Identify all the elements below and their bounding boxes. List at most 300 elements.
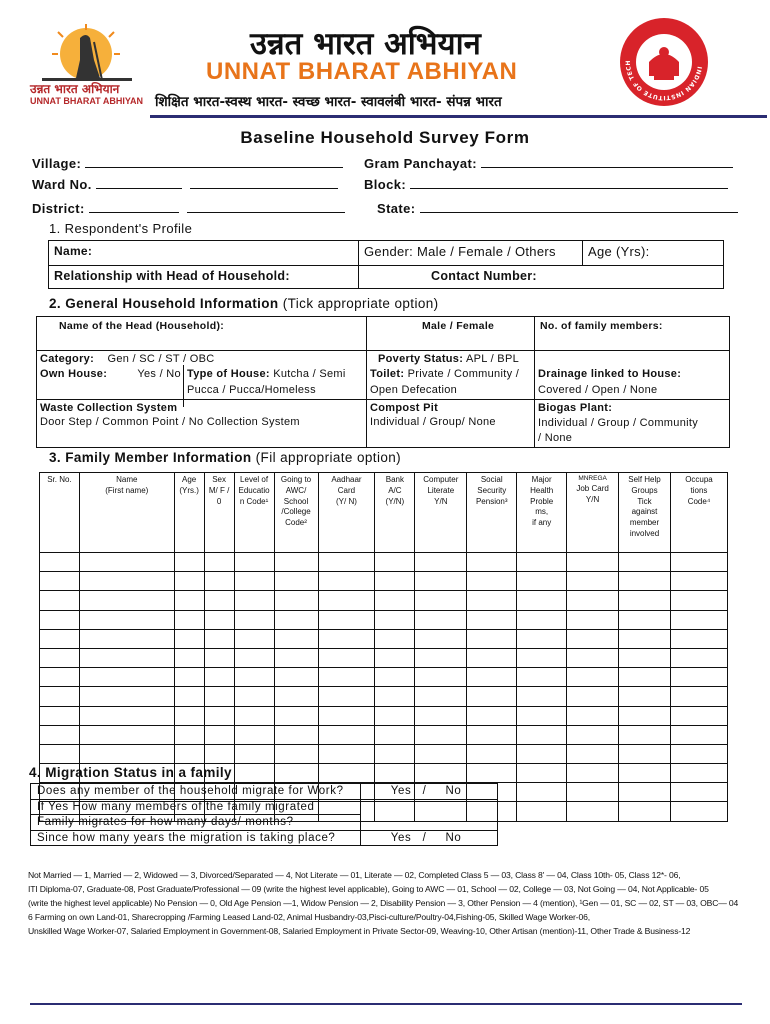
family-col-header-line: Going to <box>280 475 312 484</box>
table-cell[interactable] <box>174 706 204 725</box>
logo-english-text: UNNAT BHARAT ABHIYAN <box>30 96 143 106</box>
table-cell[interactable] <box>318 744 375 763</box>
table-cell[interactable] <box>415 572 467 591</box>
relationship-label: Relationship with Head of Household: <box>54 269 290 283</box>
family-col-header-line: Card <box>337 485 356 495</box>
table-cell[interactable] <box>234 706 274 725</box>
table-cell[interactable] <box>567 629 619 648</box>
table-cell[interactable] <box>174 725 204 744</box>
table-cell[interactable] <box>567 668 619 687</box>
table-cell[interactable] <box>619 706 671 725</box>
table-cell[interactable] <box>467 668 517 687</box>
migration-q2: If Yes How many members of the family migrated <box>31 799 361 815</box>
table-row <box>40 725 728 744</box>
table-cell[interactable] <box>40 591 80 610</box>
table-cell[interactable] <box>670 591 727 610</box>
ward-no-label: Ward No. <box>32 177 92 192</box>
table-cell[interactable] <box>318 764 375 783</box>
table-cell[interactable] <box>467 744 517 763</box>
table-cell[interactable] <box>274 764 318 783</box>
table-cell[interactable] <box>375 553 415 572</box>
table-cell[interactable] <box>517 648 567 667</box>
table-cell[interactable] <box>274 648 318 667</box>
table-cell[interactable] <box>517 610 567 629</box>
contact-cell[interactable] <box>359 266 724 289</box>
table-cell[interactable] <box>274 744 318 763</box>
table-row <box>40 744 728 763</box>
family-col-header-line: (Y/N) <box>385 496 405 506</box>
family-col-header-line: tions <box>690 485 708 495</box>
table-cell[interactable] <box>567 591 619 610</box>
relationship-cell[interactable] <box>49 266 359 289</box>
table-cell[interactable] <box>619 591 671 610</box>
table-cell[interactable] <box>40 725 80 744</box>
footnote-line: Not Married — 1, Married — 2, Widowed — 3, Divorced/Separated — 4, Not Literate — 01, Literate — 02, Completed Class 5 — 03, Class 8' — 04, Class 10th- 05, Class 12*- 06, <box>28 870 681 880</box>
table-cell[interactable] <box>415 687 467 706</box>
family-col-header-line: Sr. No. <box>47 475 72 484</box>
family-col-header-line: (Yrs.) <box>179 485 199 495</box>
table-cell[interactable] <box>517 668 567 687</box>
table-cell[interactable] <box>40 610 80 629</box>
gram-panchayat-field[interactable] <box>364 156 733 171</box>
table-cell[interactable] <box>467 764 517 783</box>
table-row <box>40 553 728 572</box>
table-cell[interactable] <box>567 725 619 744</box>
table-cell[interactable] <box>40 687 80 706</box>
family-col-header-line: A/C <box>388 485 402 495</box>
table-cell[interactable] <box>318 629 375 648</box>
table-cell[interactable] <box>234 553 274 572</box>
table-cell[interactable] <box>318 591 375 610</box>
family-col-header-line: Computer <box>423 475 459 484</box>
family-col-header-line: Y/N <box>434 496 448 506</box>
table-cell[interactable] <box>234 687 274 706</box>
table-cell[interactable] <box>274 706 318 725</box>
family-col-header <box>174 473 204 553</box>
family-col-header-line: Y/N <box>585 494 600 504</box>
migration-q1-options[interactable]: Yes / No <box>360 784 497 800</box>
table-cell[interactable] <box>467 610 517 629</box>
family-col-header-line: (Y/ N) <box>336 496 357 506</box>
gender-label: Gender: Male / Female / Others <box>364 244 556 259</box>
table-cell[interactable] <box>79 553 174 572</box>
family-col-header-line: /College <box>281 507 311 517</box>
table-cell[interactable] <box>619 802 671 821</box>
table-cell[interactable] <box>375 725 415 744</box>
table-cell[interactable] <box>318 706 375 725</box>
section3-note: (Fil appropriate option) <box>255 450 402 465</box>
table-cell[interactable] <box>375 648 415 667</box>
family-col-header <box>670 473 727 553</box>
family-col-header-line: Bank <box>385 475 404 484</box>
family-col-header <box>619 473 671 553</box>
family-col-header-line: Job Card <box>576 483 609 493</box>
table-cell[interactable] <box>40 629 80 648</box>
respondent-name-cell[interactable] <box>49 241 359 266</box>
block-label: Block: <box>364 177 407 192</box>
table-cell[interactable] <box>204 610 234 629</box>
table-cell[interactable] <box>318 648 375 667</box>
family-col-header <box>274 473 318 553</box>
district-field[interactable] <box>32 201 345 216</box>
drainage-cell[interactable]: Drainage linked to House: Covered / Open / None <box>535 351 730 400</box>
table-cell[interactable] <box>204 591 234 610</box>
table-cell[interactable] <box>567 744 619 763</box>
footnote-line: ITI Diploma-07, Graduate-08, Post Graduate/Professional — 09 (write the highest level applicable), Going to AWC — 01, School — 02, College — 03, Not Going — 04, Not Applicable- 05 <box>28 883 709 894</box>
table-cell[interactable] <box>670 783 727 802</box>
table-cell[interactable] <box>79 591 174 610</box>
table-cell[interactable] <box>375 764 415 783</box>
family-col-header <box>375 473 415 553</box>
family-col-header-line: Age <box>182 475 197 484</box>
table-cell[interactable] <box>204 553 234 572</box>
family-col-header-line: against <box>631 507 658 517</box>
title-english: UNNAT BHARAT ABHIYAN <box>206 58 518 85</box>
table-cell[interactable] <box>274 687 318 706</box>
village-field[interactable] <box>32 156 343 171</box>
table-cell[interactable] <box>79 744 174 763</box>
table-cell[interactable] <box>204 629 234 648</box>
table-cell[interactable] <box>234 591 274 610</box>
family-col-header-line: School <box>283 496 309 506</box>
gender-cell[interactable] <box>359 241 583 266</box>
tagline: शिक्षित भारत-स्वस्थ भारत- स्वच्छ भारत- स्वावलंबी भारत- संपन्न भारत <box>155 94 502 110</box>
table-cell[interactable] <box>204 687 234 706</box>
table-cell[interactable] <box>415 744 467 763</box>
family-col-header-line: Proble <box>530 496 554 506</box>
biogas-cell[interactable]: Biogas Plant: Individual / Group / Community / None <box>535 400 730 448</box>
state-label: State: <box>377 201 416 216</box>
footer-rule <box>30 1003 742 1005</box>
section4-heading: 4. Migration Status in a family <box>29 765 232 780</box>
head-name-cell[interactable]: Name of the Head (Household): <box>37 317 367 351</box>
age-cell[interactable] <box>583 241 724 266</box>
table-cell[interactable] <box>670 802 727 821</box>
table-cell[interactable] <box>670 744 727 763</box>
family-col-header-line: Sex <box>212 475 226 484</box>
table-cell[interactable] <box>174 591 204 610</box>
table-cell[interactable] <box>467 687 517 706</box>
migration-q4-options[interactable]: Yes / No <box>360 830 497 846</box>
table-cell[interactable] <box>274 591 318 610</box>
table-cell[interactable] <box>619 744 671 763</box>
table-cell[interactable] <box>670 725 727 744</box>
table-cell[interactable] <box>567 687 619 706</box>
family-col-header-line: member involved <box>629 518 660 538</box>
table-cell[interactable] <box>79 648 174 667</box>
table-cell[interactable] <box>670 648 727 667</box>
table-cell[interactable] <box>567 572 619 591</box>
table-cell[interactable] <box>204 668 234 687</box>
table-cell[interactable] <box>415 591 467 610</box>
table-row <box>40 687 728 706</box>
table-cell[interactable] <box>619 648 671 667</box>
form-title: Baseline Household Survey Form <box>240 128 530 147</box>
table-cell[interactable] <box>415 706 467 725</box>
family-col-header-line: if any <box>532 518 552 528</box>
name-label: Name: <box>54 244 93 258</box>
table-cell[interactable] <box>567 764 619 783</box>
table-cell[interactable] <box>40 744 80 763</box>
family-col-header-line: Literate <box>427 485 455 495</box>
respondent-profile-table <box>48 240 724 289</box>
table-cell[interactable] <box>79 668 174 687</box>
table-cell[interactable] <box>79 725 174 744</box>
category-options: Gen / SC / ST / OBC <box>107 353 215 365</box>
table-cell[interactable] <box>318 610 375 629</box>
migration-q2-answer[interactable] <box>360 799 497 830</box>
section2-note: (Tick appropriate option) <box>282 296 439 311</box>
section2-heading: 2. General Household Information (Tick appropriate option) <box>49 296 439 311</box>
family-col-header-line: Major <box>531 475 552 484</box>
table-cell[interactable] <box>318 687 375 706</box>
table-cell[interactable] <box>670 668 727 687</box>
poverty-toilet-cell[interactable]: Poverty Status: APL / BPL Toilet: Private / Community / Open Defecation <box>367 351 535 400</box>
family-col-header-line: (First name) <box>105 485 149 495</box>
family-col-header-line: Code² <box>285 518 307 528</box>
table-cell[interactable] <box>234 572 274 591</box>
family-col-header <box>467 473 517 553</box>
title-hindi: उन्नत भारत अभियान <box>250 26 481 62</box>
table-cell[interactable] <box>274 610 318 629</box>
table-cell[interactable] <box>517 572 567 591</box>
table-cell[interactable] <box>517 591 567 610</box>
compost-pit-cell[interactable]: Compost Pit Individual / Group/ None <box>367 400 535 448</box>
footnote-line: Unskilled Wage Worker-07, Salaried Employment in Government-08, Salaried Employment in Private Sector-09, Weaving-10, Other Artisan (mention)-11, Other Trade & Business-12 <box>28 925 691 936</box>
table-row <box>40 648 728 667</box>
table-row <box>40 706 728 725</box>
table-cell[interactable] <box>619 687 671 706</box>
logo-hindi-text: उन्नत भारत अभियान <box>30 82 120 96</box>
table-cell[interactable] <box>517 725 567 744</box>
table-cell[interactable] <box>375 572 415 591</box>
district-label: District: <box>32 201 85 216</box>
table-cell[interactable] <box>318 572 375 591</box>
table-cell[interactable] <box>670 706 727 725</box>
table-cell[interactable] <box>619 572 671 591</box>
table-cell[interactable] <box>274 553 318 572</box>
migration-q3: Family migrates for how many days/ months? <box>31 815 361 831</box>
table-cell[interactable] <box>517 744 567 763</box>
family-members-cell[interactable]: No. of family members: <box>535 317 730 351</box>
table-cell[interactable] <box>517 629 567 648</box>
table-cell[interactable] <box>467 706 517 725</box>
table-cell[interactable] <box>234 610 274 629</box>
table-cell[interactable] <box>79 629 174 648</box>
table-cell[interactable] <box>619 629 671 648</box>
family-col-header <box>79 473 174 553</box>
table-cell[interactable] <box>415 629 467 648</box>
table-cell[interactable] <box>318 668 375 687</box>
table-cell[interactable] <box>517 783 567 802</box>
table-cell[interactable] <box>40 553 80 572</box>
table-cell[interactable] <box>670 572 727 591</box>
table-cell[interactable] <box>174 553 204 572</box>
family-col-header-line: MNREGA <box>578 475 607 482</box>
table-cell[interactable] <box>619 668 671 687</box>
table-cell[interactable] <box>517 706 567 725</box>
table-cell[interactable] <box>79 706 174 725</box>
family-col-header-line: Security <box>477 485 507 495</box>
family-col-header-line: Groups <box>631 485 658 495</box>
section3-heading: 3. Family Member Information (Fil appropriate option) <box>49 450 402 465</box>
table-cell[interactable] <box>670 687 727 706</box>
table-cell[interactable] <box>204 648 234 667</box>
family-col-header-line: Social <box>480 475 503 484</box>
table-cell[interactable] <box>415 764 467 783</box>
table-cell[interactable] <box>204 572 234 591</box>
table-cell[interactable] <box>204 744 234 763</box>
family-col-header <box>415 473 467 553</box>
family-col-header-line: n Code¹ <box>239 496 269 506</box>
table-cell[interactable] <box>467 725 517 744</box>
table-cell[interactable] <box>79 572 174 591</box>
family-col-header-line: Aadhaar <box>331 475 362 484</box>
table-cell[interactable] <box>234 668 274 687</box>
table-cell[interactable] <box>619 610 671 629</box>
table-cell[interactable] <box>415 553 467 572</box>
table-cell[interactable] <box>375 610 415 629</box>
table-cell[interactable] <box>174 744 204 763</box>
table-cell[interactable] <box>174 629 204 648</box>
table-cell[interactable] <box>40 706 80 725</box>
family-col-header-line: Tick <box>637 496 652 506</box>
table-cell[interactable] <box>234 725 274 744</box>
table-cell[interactable] <box>619 725 671 744</box>
table-cell[interactable] <box>567 610 619 629</box>
table-cell[interactable] <box>318 725 375 744</box>
family-col-header <box>318 473 375 553</box>
family-col-header-line: Code⁴ <box>687 496 711 506</box>
header-rule <box>150 115 767 118</box>
family-col-header-line: AWC/ <box>285 485 307 495</box>
state-field[interactable] <box>377 201 738 216</box>
table-cell[interactable] <box>670 553 727 572</box>
seal-text: INDIAN INSTITUTE OF TECH <box>624 59 703 102</box>
family-col-header-line: Level of <box>240 475 269 484</box>
footnotes <box>28 869 758 939</box>
migration-q4: Since how many years the migration is taking place? <box>31 830 361 846</box>
head-gender-cell[interactable]: Male / Female <box>367 317 535 351</box>
table-row <box>40 668 728 687</box>
table-cell[interactable] <box>467 553 517 572</box>
table-cell[interactable] <box>40 668 80 687</box>
table-cell[interactable] <box>619 553 671 572</box>
family-col-header <box>204 473 234 553</box>
category-house-cell[interactable]: Category: Gen / SC / ST / OBC Own House: Yes / No Type of House: Kutcha / Semi Pucca / Pucca/Homeless <box>37 351 367 400</box>
table-cell[interactable] <box>174 610 204 629</box>
table-cell[interactable] <box>567 802 619 821</box>
table-row <box>40 610 728 629</box>
family-col-header-line: M/ F / <box>208 485 230 495</box>
table-cell[interactable] <box>517 764 567 783</box>
table-cell[interactable] <box>318 553 375 572</box>
table-cell[interactable] <box>274 629 318 648</box>
table-cell[interactable] <box>79 687 174 706</box>
table-cell[interactable] <box>40 572 80 591</box>
table-cell[interactable] <box>375 591 415 610</box>
table-cell[interactable] <box>670 764 727 783</box>
table-cell[interactable] <box>517 802 567 821</box>
table-cell[interactable] <box>517 553 567 572</box>
table-cell[interactable] <box>567 783 619 802</box>
table-cell[interactable] <box>234 648 274 667</box>
waste-collection-cell[interactable]: Waste Collection System Door Step / Common Point / No Collection System <box>37 400 367 448</box>
table-row <box>40 629 728 648</box>
table-cell[interactable] <box>567 553 619 572</box>
table-cell[interactable] <box>174 648 204 667</box>
table-cell[interactable] <box>415 610 467 629</box>
table-cell[interactable] <box>40 648 80 667</box>
table-cell[interactable] <box>274 725 318 744</box>
table-cell[interactable] <box>467 591 517 610</box>
family-col-header-line: Educatio <box>238 485 270 495</box>
family-col-header-line: Health <box>530 485 554 495</box>
table-cell[interactable] <box>670 629 727 648</box>
table-cell[interactable] <box>619 764 671 783</box>
iit-delhi-seal <box>618 16 710 108</box>
table-cell[interactable] <box>467 572 517 591</box>
table-cell[interactable] <box>467 648 517 667</box>
table-cell[interactable] <box>174 572 204 591</box>
family-col-header-line: 0 <box>216 496 222 506</box>
family-col-header-line: Pension³ <box>475 496 508 506</box>
family-col-header-line: ms, <box>535 507 549 517</box>
family-col-header <box>40 473 80 553</box>
table-cell[interactable] <box>79 610 174 629</box>
section1-heading: 1. Respondent's Profile <box>49 221 193 236</box>
table-cell[interactable] <box>274 668 318 687</box>
block-field[interactable] <box>364 177 728 192</box>
household-info-table <box>36 316 730 448</box>
table-cell[interactable] <box>619 783 671 802</box>
table-cell[interactable] <box>467 629 517 648</box>
table-cell[interactable] <box>174 668 204 687</box>
table-row <box>40 591 728 610</box>
table-cell[interactable] <box>375 687 415 706</box>
ward-no-field[interactable] <box>32 177 338 192</box>
table-cell[interactable] <box>567 648 619 667</box>
table-cell[interactable] <box>415 725 467 744</box>
footnote-line: (write the highest level applicable) No Pension — 0, Old Age Pension —1, Widow Pension — 2, Disability Pension — 3, Other Pension — 4 (mention), ¹Gen — 01, SC — 02, ST — 03, OBC— 04 <box>28 897 739 908</box>
table-cell[interactable] <box>375 706 415 725</box>
family-col-header <box>567 473 619 553</box>
table-cell[interactable] <box>415 648 467 667</box>
family-col-header-line: Occupa <box>685 475 713 484</box>
table-cell[interactable] <box>375 744 415 763</box>
table-cell[interactable] <box>234 764 274 783</box>
family-col-header <box>234 473 274 553</box>
table-cell[interactable] <box>204 725 234 744</box>
table-cell[interactable] <box>234 744 274 763</box>
migration-table <box>30 783 498 846</box>
table-cell[interactable] <box>274 572 318 591</box>
family-col-header-line: Name <box>116 475 138 484</box>
table-cell[interactable] <box>234 629 274 648</box>
table-cell[interactable] <box>567 706 619 725</box>
table-cell[interactable] <box>415 668 467 687</box>
table-cell[interactable] <box>204 706 234 725</box>
table-cell[interactable] <box>375 668 415 687</box>
migration-q1: Does any member of the household migrate for Work? <box>31 784 361 800</box>
table-cell[interactable] <box>375 629 415 648</box>
table-row <box>40 572 728 591</box>
unnat-bharat-logo <box>28 24 148 109</box>
table-cell[interactable] <box>670 610 727 629</box>
table-cell[interactable] <box>174 687 204 706</box>
table-cell[interactable] <box>517 687 567 706</box>
contact-label: Contact Number: <box>431 269 537 283</box>
